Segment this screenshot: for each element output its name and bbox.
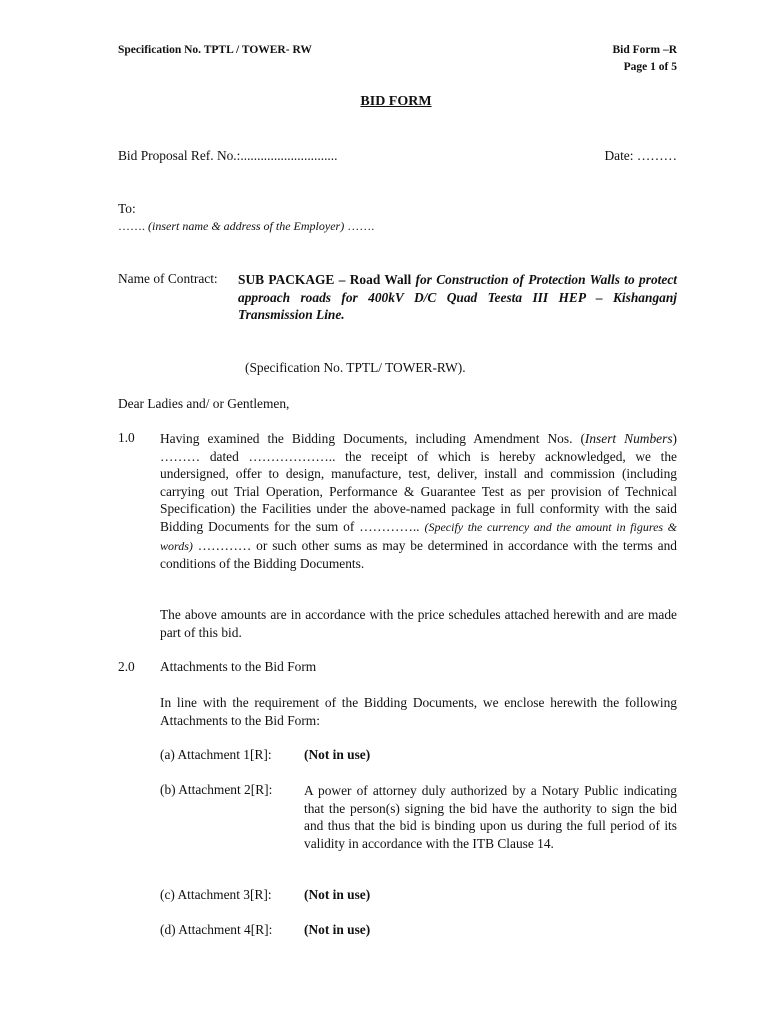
- attachment-1-label: (a) Attachment 1[R]:: [160, 747, 272, 762]
- to-label: To:: [118, 201, 136, 216]
- employer-address-line: ……. (insert name & address of the Employer) …….: [118, 219, 375, 233]
- page-number: Page 1 of 5: [623, 61, 677, 73]
- section-2-heading: Attachments to the Bid Form: [160, 659, 317, 674]
- date-field: Date: ………: [604, 148, 677, 163]
- attachment-3-label: (c) Attachment 3[R]:: [160, 887, 272, 902]
- salutation: Dear Ladies and/ or Gentlemen,: [118, 396, 290, 411]
- spec-number-header: Specification No. TPTL / TOWER- RW: [118, 44, 312, 56]
- form-label-header: Bid Form –R: [612, 44, 677, 56]
- attachment-1-text: (Not in use): [304, 747, 371, 762]
- contract-name: SUB PACKAGE – Road Wall for Construction of Protection Walls to protect approach roads for 400kV D/C Quad Teesta III HEP – Kishanganj Transmission Line.: [238, 272, 677, 323]
- bid-proposal-ref: Bid Proposal Ref. No.:.............................: [118, 148, 338, 163]
- contract-label: Name of Contract:: [118, 271, 218, 286]
- section-2-number: 2.0: [118, 659, 135, 674]
- attachment-3-text: (Not in use): [304, 887, 371, 902]
- section-2-intro: In line with the requirement of the Bidding Documents, we enclose herewith the following Attachments to the Bid Form:: [160, 695, 677, 728]
- section-1-paragraph-1: Having examined the Bidding Documents, including Amendment Nos. (Insert Numbers) ……… dated ……………….. the receipt of which is hereby acknowledged, we the undersigned, offer to design, manufacture, test, deliver, install and commission (including carrying out Trial Operation, Performance & Guarantee Test as per provision of Technical Specification) the Facilities under the above-named package in full conformity with the said Bidding Documents for the sum of ………….. (Specify the currency and the amount in figures & words) ………… or such other sums as may be determined in accordance with the terms and conditions of the Bidding Documents.: [160, 431, 677, 572]
- section-1-paragraph-2: The above amounts are in accordance with the price schedules attached herewith and are made part of this bid.: [160, 607, 677, 640]
- specification-note: (Specification No. TPTL/ TOWER-RW).: [245, 360, 466, 375]
- section-1-number: 1.0: [118, 430, 135, 445]
- attachment-2-text: A power of attorney duly authorized by a Notary Public indicating that the person(s) signing the bid have the authority to sign the bid and thus that the bid is binding upon us during the full period of its validity in accordance with the ITB Clause 14.: [304, 783, 677, 851]
- attachment-4-text: (Not in use): [304, 922, 371, 937]
- attachment-4-label: (d) Attachment 4[R]:: [160, 922, 273, 937]
- attachment-2-label: (b) Attachment 2[R]:: [160, 782, 273, 797]
- page-title: BID FORM: [360, 94, 432, 109]
